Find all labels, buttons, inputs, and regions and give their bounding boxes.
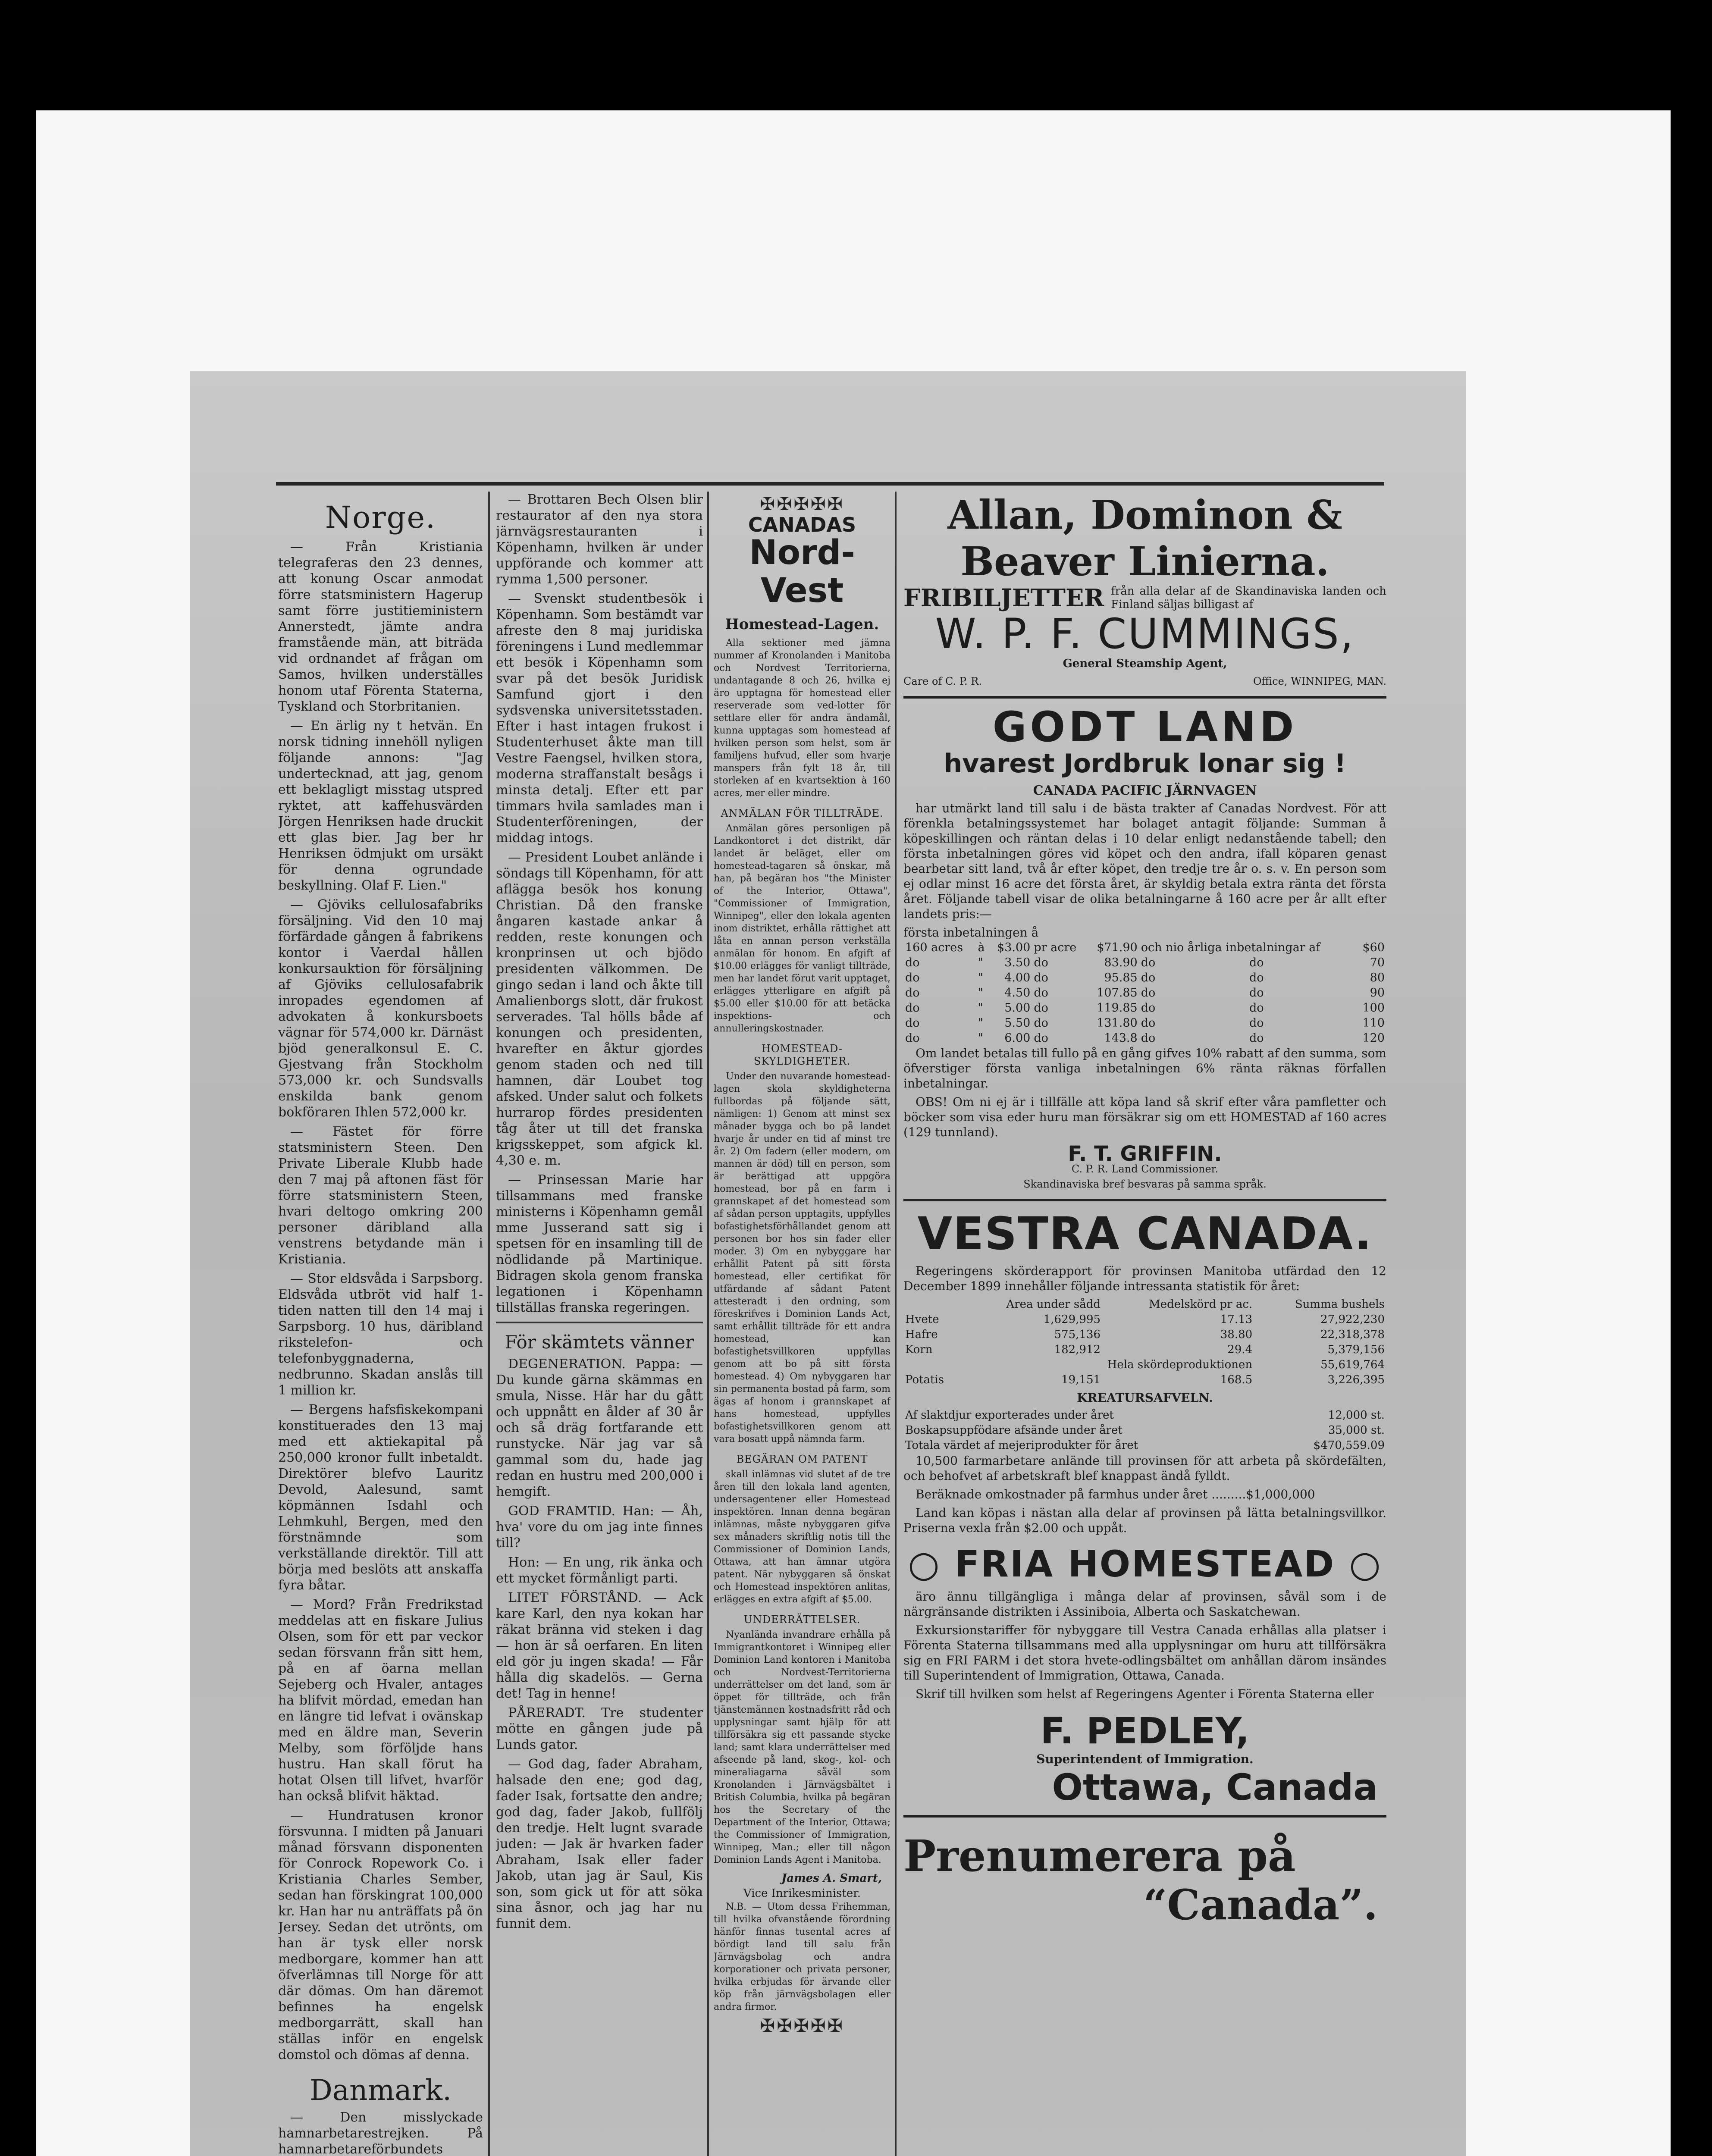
table-cell: Totala värdet af mejeriprodukter för året	[905, 1439, 1138, 1452]
ad-divider	[903, 696, 1386, 699]
cpr-heading: CANADA PACIFIC JÄRNVAGEN	[1033, 783, 1257, 798]
table-cell: 80	[1370, 971, 1385, 984]
table-cell: Af slaktdjur exporterades under året	[905, 1409, 1114, 1422]
table-cell: do	[1249, 1031, 1264, 1045]
table-cell: do	[1141, 1001, 1156, 1015]
table-cell: do	[1034, 1016, 1048, 1030]
kreatur-heading: KREATURSAFVELN.	[1077, 1391, 1213, 1405]
table-cell: do	[1249, 971, 1264, 984]
pedley-title: Superintendent of Immigration.	[1036, 1752, 1254, 1766]
farmare-text: 10,500 farmarbetare anlände till provinsen för att arbeta på skördefälten, och behofvet af arbetskraft blef knappast ändå fylldt.	[903, 1454, 1386, 1483]
first-payment-label: första inbetalningen å	[903, 925, 1039, 940]
cpr-text: har utmärkt land till salu i de bästa trakter af Canadas Nordvest. För att förenkla betalningssystemet har bolaget antagit följande: Summan å köpeskillingen och räntan delas i 10 delar enligt nedanstående tabell; den första inbetalningen göres vid köpet och den andra, ifall köparen genast bearbetar sitt land, två år efter köpet, den tredje tre år o. s. v. En person som ej odlar minst 16 acre det första året, är skyldig betala extra ränta det första året. Följande tabell visar de olika betalningarne å 160 acre per år allt efter landets pris:—	[903, 801, 1386, 921]
norge-paragraph: — Gjöviks cellulosafabriks försäljning. Vid den 10 maj förfärdade gången å fabrikens kontor i Vaerdal hållen konkursauktion för försäljning af Gjöviks cellulosafabrik inropades egendomen af advokaten å konkursboets vägnar för 574,000 kr. Därnäst bjöd generalkonsul E. C. Gjestvang från Stockholm 573,000 kr. och Sundsvalls enskilda bank genom bokföraren Ihlen 572,000 kr.	[278, 897, 483, 1120]
table-cell: 4.50	[1004, 986, 1031, 1000]
table-cell: do	[1034, 1001, 1048, 1015]
table-cell: 70	[1370, 956, 1385, 969]
table-cell: 143.8	[1104, 1031, 1138, 1045]
table-cell: $3.00	[997, 941, 1031, 954]
table-cell: pr acre	[1034, 941, 1077, 954]
column-danmark-cont	[496, 492, 703, 2156]
table-cell: do	[1034, 971, 1048, 984]
table-cell: do	[1034, 986, 1048, 1000]
norge-paragraph: — Bergens hafsfiskekompani konstituerades den 13 maj med ett aktiekapital på 250,000 kronor fullt inbetaldt. Direktörer blefvo Lauritz Devold, Aalesund, samt köpmännen Isdahl och Lehmkuhl, Bergen, med den förstnämnde som verkställande direktör. Till att börja med beslöts att anskaffa fyra båtar.	[278, 1402, 483, 1593]
table-cell: 100	[1362, 1001, 1385, 1015]
danmark-paragraph: — Den misslyckade hamnarbetarestrejken. På hamnarbetareförbundets	[278, 2110, 483, 2156]
table-cell: 3,226,395	[1327, 1373, 1385, 1386]
section-title-skamt: För skämtets vänner	[505, 1332, 694, 1353]
table-cell: do	[1141, 1016, 1156, 1030]
table-cell: $71.90	[1097, 941, 1138, 954]
table-row	[903, 1408, 1386, 1423]
column-divider	[895, 492, 897, 2156]
table-cell: do	[905, 971, 920, 984]
column-divider	[488, 492, 490, 2156]
nb-text: N.B. — Utom dessa Frihemman, till hvilka ofvanstående förordning hänför finnas tusental acres af bördigt land till salu från Järnvägsbolag och andra korporationer och privata personer, hvilka erbjudas för ärvande eller köp från järnvägsbolagen eller andra firmor.	[714, 1902, 890, 2012]
table-cell: 1,629,995	[1043, 1313, 1101, 1326]
section-title-norge: Norge.	[325, 500, 436, 535]
agent-title: General Steamship Agent,	[1063, 657, 1227, 670]
vestra-canada-heading: VESTRA CANADA.	[917, 1207, 1373, 1260]
table-cell: "	[978, 986, 983, 1000]
beaver-line-heading: Beaver Linierna.	[960, 538, 1329, 585]
norge-paragraph: — Mord? Från Fredrikstad meddelas att en fiskare Julius Olsen, som för ett par veckor sedan försvann från sitt hem, på en af öarna mellan Sejeberg och Hvaler, antages ha blifvit mördad, emedan han en längre tid lefvat i ovänskap med en äldre man, Severin Melby, som förföljde hans hustru. Han skall förut ha hotat Olsen till lifvet, hvarför han också blifvit häktad.	[278, 1597, 483, 1804]
ad-divider	[903, 1199, 1386, 1201]
godt-land-heading: GODT LAND	[992, 703, 1298, 751]
skyldighet-text: Under den nuvarande homestead-lagen skola skyldigheterna fullbordas på följande sätt, nämligen: 1) Genom att minst sex månader bygga och bo på landet hvarje år under en tid af minst tre år. 2) Om fadern (eller modern, om mannen är död) till en person, som är berättigad att uppgöra homestead, bor på en farm i grannskapet af det homestead som af sådan person upptagits, uppfylles bofastighetsförhållandet genom att personen bor hos sin fader eller moder. 3) Om en nybyggare har erhållit Patent på sitt första homestead, eller certifikat för utfärdande af sådant Patent attesteradt i den ordning, som föreskrifves i Dominion Lands Act, samt erhållit tillträde för ett andra homestead, kan bofastighetsvillkoren uppfyllas genom att bo på sitt första homestead. 4) Om nybyggaren har sin permanenta bostad på farm, som ägas af honom i grannskapet af hans homestead, uppfylles bofastighetsvillkoren genom att vara bosatt uppå nämnda farm.	[714, 1071, 890, 1445]
skyldighet-title: HOMESTEAD-SKYLDIGHETER.	[753, 1043, 851, 1067]
table-row	[903, 1423, 1386, 1438]
table-cell: "	[978, 971, 983, 984]
table-row	[903, 970, 1386, 985]
skandinaviska-note: Skandinaviska bref besvaras på samma språk.	[1023, 1178, 1267, 1190]
canadas-heading: CANADAS	[748, 513, 856, 536]
joke-paragraph: LITET FÖRSTÅND. — Ack kare Karl, den nya kokan har räkat bränna vid steken i dag — hon är så oerfaren. En liten eld gör ju ingen skada! — Får hålla dig skadelös. — Gerna det! Tag in henne!	[496, 1590, 703, 1701]
table-header	[903, 1297, 963, 1312]
table-cell: 38.80	[1220, 1328, 1253, 1341]
table-cell: 19,151	[1061, 1373, 1101, 1386]
table-cell: 107.85	[1097, 986, 1138, 1000]
table-cell: 55,619,764	[1320, 1358, 1385, 1371]
table-cell: Hafre	[905, 1328, 938, 1341]
table-row	[903, 1000, 1386, 1015]
table-cell: à	[978, 941, 985, 954]
table-cell: "	[978, 956, 983, 969]
prenumerera-heading: Prenumerera på	[903, 1830, 1296, 1881]
table-row	[903, 1031, 1386, 1046]
table-cell: 5.50	[1004, 1016, 1031, 1030]
griffin-title: C. P. R. Land Commissioner.	[1071, 1163, 1219, 1175]
anmalan-title: ANMÄLAN FÖR TILLTRÄDE.	[721, 807, 884, 819]
ornament-border: ✠✠✠✠✠	[760, 2015, 844, 2036]
table-cell: do	[905, 1016, 920, 1030]
table-cell: Boskapsuppfödare afsände under året	[905, 1424, 1123, 1437]
table-cell: do	[905, 956, 920, 969]
signer-name: James A. Smart,	[781, 1872, 882, 1885]
table-header: Summa bushels	[1295, 1298, 1385, 1311]
kreatur-table	[903, 1408, 1386, 1453]
table-cell: do	[1249, 1001, 1264, 1015]
skrif-text: Skrif till hvilken som helst af Regeringens Agenter i Förenta Staterna eller	[916, 1687, 1374, 1701]
table-row	[903, 955, 1386, 970]
table-row	[903, 1373, 1386, 1388]
office-line	[903, 674, 1386, 689]
column-norge	[278, 492, 483, 2156]
table-row	[903, 985, 1386, 1000]
table-row	[903, 940, 1386, 955]
table-cell: "	[978, 1031, 983, 1045]
joke-paragraph: — God dag, fader Abraham, halsade den ene; god dag, fader Isak, fortsatte den andre; god dag, fader Jakob, fullfölj den tredje. Helt lugnt svarade juden: — Jak är hvarken fader Abraham, Isak eller fader Jakob, utan jag är Saul, Kis son, som gick ut för att söka sina åsnor, och jag har nu funnit dem.	[496, 1757, 703, 1931]
table-cell: $470,559.09	[1313, 1439, 1385, 1452]
table-cell: do	[1034, 956, 1048, 969]
joke-paragraph: GOD FRAMTID. Han: — Åh, hva' vore du om jag inte finnes till?	[496, 1504, 703, 1551]
joke-paragraph: PÅRERADT. Tre studenter mötte en gången jude på Lunds gator.	[496, 1705, 703, 1752]
fria-homestead-heading	[903, 1543, 1386, 1585]
table-cell: Hela skördeproduktionen	[1107, 1358, 1253, 1371]
norge-paragraph: — Fästet för förre statsministern Steen. Den Private Liberale Klubb hade den 7 maj på aftonen fäst för förre statsministern Steen, hvari deltogo omkring 200 personer däribland alla venstrens betydande män i Kristiania.	[278, 1124, 483, 1267]
land-text: Land kan köpas i nästan alla delar af provinsen på lätta betalningsvillkor. Priserna vexla från $2.00 och uppåt.	[903, 1506, 1386, 1535]
table-cell: $60	[1362, 941, 1385, 954]
table-cell: 3.50	[1004, 956, 1031, 969]
fribiljetter-label: FRIBILJETTER	[903, 583, 1104, 612]
table-cell: do	[1141, 956, 1156, 969]
table-cell: 17.13	[1220, 1313, 1253, 1326]
table-cell: do	[905, 986, 920, 1000]
table-cell: 83.90	[1104, 956, 1138, 969]
friblj-row	[903, 585, 1386, 611]
signer-title: Vice Inrikesminister.	[743, 1887, 861, 1900]
ad-divider	[903, 1815, 1386, 1818]
table-cell: 35,000 st.	[1328, 1424, 1385, 1437]
table-cell: do	[1034, 1031, 1048, 1045]
table-row	[903, 1438, 1386, 1453]
column-advertisements	[903, 492, 1386, 2156]
table-cell: do	[1249, 956, 1264, 969]
table-header: Medelskörd pr ac.	[1149, 1298, 1253, 1311]
care-of: Care of C. P. R.	[903, 675, 982, 687]
section-title-danmark: Danmark.	[309, 2074, 452, 2107]
canada-title: “Canada”.	[1143, 1880, 1378, 1929]
table-cell: do	[1249, 986, 1264, 1000]
table-row	[903, 1015, 1386, 1031]
norge-paragraph: — En ärlig ny t hetvän. En norsk tidning innehöll nyligen följande annons: "Jag undertecknad, att jag, genom ett beklagligt misstag utspred ryktet, att kaffehusvärden Jörgen Henriksen hade druckit ett glas bier. Jag ber hr Henriksen ödmjukt om ursäkt för denna ogrundade beskyllning. Olaf F. Lien."	[278, 718, 483, 893]
hvarest-heading: hvarest Jordbruk lonar sig !	[944, 749, 1346, 779]
table-cell: 110	[1362, 1016, 1385, 1030]
news-paragraph: — President Loubet anlände i söndags till Köpenhamn, för att aflägga besök hos konung Christian. Då den franske ångaren kastade ankar å redden, reste konungen och kronprinsen ut och bjödo presidenten välkommen. De gingo sedan i land och åkte till Amalienborgs slott, där frukost serverades. Tal hölls både af konungen och presidenten, hvarefter en åktur gjordes genom staden och ned till hamnen, där Loubet tog afsked. Under salut och folkets hurrarop fördes presidenten tåg åter ut till det franska krigsskeppet, som afgick kl. 4,30 e. m.	[496, 850, 703, 1168]
nord-vest-heading: Nord-Vest	[749, 533, 855, 610]
berakn-text: Beräknade omkostnader på farmhus under året .........$1,000,000	[916, 1487, 1315, 1501]
griffin-name: F. T. GRIFFIN.	[1068, 1142, 1222, 1166]
joke-paragraph: DEGENERATION. Pappa: — Du kunde gärna skämmas en smula, Nisse. Här har du gått och uppnått en ålder af 30 år och så dräg fortfarande ett runstycke. När jag var så gammal som du, hade jag redan en hustru med 200,000 i hemgift.	[496, 1357, 703, 1499]
table-row	[903, 1312, 1386, 1327]
payment-table	[903, 940, 1386, 1046]
column-homestead	[714, 492, 890, 2156]
table-cell: 119.85	[1097, 1001, 1138, 1015]
rates-note: Om landet betalas till fullo på en gång gifves 10% rabatt af den summa, som öfverstiger första vanliga inbetalningen 6% ränta räknas förfallen inbetalningar.	[903, 1046, 1386, 1091]
table-cell: 5,379,156	[1327, 1343, 1385, 1356]
homestead-intro: Alla sektioner med jämna nummer af Kronolanden i Manitoba och Nordvest Territorierna, undantagande 8 och 26, hvilka ej äro upptagna för homestead eller reserverade som ved-lotter för settlare eller för andra ändamål, kunna upptagas som homestead af hvilken person som helst, som är familjens hufvud, eller som hvarje manspers från fylt 18 år, till storleken af en kvartsektion à 160 acres, mer eller mindre.	[714, 638, 890, 799]
table-cell: och nio årliga inbetalningar af	[1141, 941, 1320, 954]
table-row	[903, 1327, 1386, 1342]
homestead-heading: Homestead-Lagen.	[725, 616, 879, 633]
table-cell: "	[978, 1016, 983, 1030]
table-cell: 29.4	[1227, 1343, 1253, 1356]
patent-title: BEGÄRAN OM PATENT	[736, 1453, 868, 1465]
exkursion-text: Exkursionstariffer för nybyggare till Vestra Canada erhållas alla platser i Förenta Staterna tillsammans med alla upplysningar om huru att tillförsäkra sig en FRI FARM i det stora hvete-odlingsbältet om anhållan därom insändes till Superintendent of Immigration, Ottawa, Canada.	[903, 1623, 1386, 1683]
office-address: Office, WINNIPEG, MAN.	[1253, 675, 1386, 687]
table-header: Area under sådd	[1006, 1298, 1101, 1311]
norge-paragraph: — Från Kristiania telegraferas den 23 dennes, att konung Oscar anmodat förre statsministern Hagerup samt förre justitieministern Annerstedt, jämte andra framstående män, att biträda vid ordnandet af frågan om Samos, hvilken underställes honom utaf Förenta Staterna, Tyskland och Storbritanien.	[278, 539, 483, 714]
bullet-icon: ○	[908, 1543, 955, 1585]
ornament-border: ✠✠✠✠✠	[760, 493, 844, 514]
table-cell: 27,922,230	[1320, 1313, 1385, 1326]
table-cell: Korn	[905, 1343, 933, 1356]
table-cell: do	[905, 1001, 920, 1015]
news-paragraph: — Prinsessan Marie har tillsammans med franske ministerns i Köpenhamn gemål mme Jusserand satt sig i spetsen för en insamling till de nödlidande på Martinique. Bidragen skola genom franska legationen i Köpenhamn tillställas franska regeringen.	[496, 1172, 703, 1315]
table-cell: 182,912	[1054, 1343, 1101, 1356]
table-cell: 120	[1362, 1031, 1385, 1045]
table-cell: Potatis	[905, 1373, 944, 1386]
table-cell: 575,136	[1054, 1328, 1101, 1341]
table-cell: do	[905, 1031, 920, 1045]
table-cell: do	[1141, 971, 1156, 984]
section-divider	[496, 1322, 703, 1323]
top-rule	[276, 482, 1384, 486]
bullet-icon: ○	[1335, 1543, 1382, 1585]
table-cell: 4.00	[1004, 971, 1031, 984]
pedley-name: F. PEDLEY,	[1040, 1710, 1250, 1752]
table-cell: 160 acres	[905, 941, 963, 954]
cummings-name: W. P. F. CUMMINGS,	[935, 610, 1355, 658]
table-cell: 22,318,378	[1320, 1328, 1385, 1341]
joke-paragraph: Hon: — En ung, rik änka och ett mycket förmånligt parti.	[496, 1555, 703, 1586]
table-cell: do	[1141, 1031, 1156, 1045]
fria-title: FRIA HOMESTEAD	[954, 1543, 1336, 1585]
table-cell: 131.80	[1097, 1016, 1138, 1030]
underrattelser-text: Nyanlända invandrare erhålla på Immigrantkontoret i Winnipeg eller Dominion Land kontoren i Manitoba och Nordvest-Territorierna underrättelser om det land, som är öppet för tillträde, och från tjänstemännen kostnadsfritt råd och upplysningar samt hjälp för att tillförsäkra sig ett passande stycke land; samt klara underrättelser med afseende på land, skog-, kol- och mineraliagarna såväl som Kronolanden i Järnvägsbältet i British Columbia, hvilka på begäran hos the Secretary of the Department of the Interior, Ottawa; the Commissioner of Immigration, Winnipeg, Man.; eller till någon Dominion Lands Agent i Manitoba.	[714, 1630, 890, 1865]
fribiljetter-text: från alla delar af de Skandinaviska landen och Finland säljas billigast af	[1111, 585, 1386, 611]
allan-line-heading: Allan, Dominon &	[947, 492, 1342, 538]
table-cell: 12,000 st.	[1328, 1409, 1385, 1422]
table-header-row	[903, 1297, 1386, 1312]
anmalan-text: Anmälan göres personligen på Landkontoret i det distrikt, där landet är beläget, eller om homestead-tagaren så önskar, må han, på begäran hos "the Minister of the Interior, Ottawa", "Commissioner of Immigration, Winnipeg", eller den lokala agenten inom distriktet, erhålla rättighet att låta en annan person verkställa anmälan för honom. En afgift af $10.00 erlägges för vanligt tillträde, men har landet förut varit upptaget, erlägges ytterligare en afgift på $5.00 eller $10.00 för att betäcka inspektions- och annulleringskostnader.	[714, 823, 890, 1034]
table-row	[903, 1342, 1386, 1357]
table-cell: 168.5	[1220, 1373, 1253, 1386]
norge-paragraph: — Stor eldsvåda i Sarpsborg. Eldsvåda utbröt vid half 1-tiden natten till den 14 maj i Sarpsborg. 10 hus, däribland rikstelefon- och telefonbyggnaderna, nedbrunno. Skadan anslås till 1 million kr.	[278, 1271, 483, 1398]
norge-paragraph: — Hundratusen kronor försvunna. I midten på Januari månad försvann disponenten för Conrock Ropework Co. i Kristiania Charles Sember, sedan han förskingrat 100,000 kr. Han har nu anträffats på ön Jersey. Sedan det utrönts, om han är tysk eller norsk medborgare, kommer han att öfverlämnas till Norge för att där dömas. Om han däremot befinnes ha engelsk medborgarrätt, skall han ställas inför en engelsk domstol och dömas af denna.	[278, 1808, 483, 2062]
news-paragraph: — Svenskt studentbesök i Köpenhamn. Som bestämdt var afreste den 8 maj juridiska föreningens i Lund medlemmar ett besök i Köpenhamn som svar på det besök Juridisk Samfund gjort i den sydsvenska universitetsstaden. Efter i hast intagen frukost i Studenterhuset åkte man till Vestre Faengsel, hvilken stora, moderna straffanstalt besågs i minsta detalj. Efter ett par timmars hvila samlades man i Studenterföreningen, der middag intogs.	[496, 591, 703, 846]
table-cell: "	[978, 1001, 983, 1015]
news-paragraph: — Brottaren Bech Olsen blir restaurator af den nya stora järnvägsrestauranten i Köpenhamn, hvilken är under uppförande och kommer att rymma 1,500 personer.	[496, 492, 703, 587]
table-row	[903, 1357, 1386, 1373]
table-cell: 90	[1370, 986, 1385, 1000]
table-cell: 5.00	[1004, 1001, 1031, 1015]
crop-table	[903, 1297, 1386, 1388]
regering-text: Regeringens skörderapport för provinsen Manitoba utfärdad den 12 December 1899 innehåller följande intressanta statistik för året:	[903, 1264, 1386, 1293]
table-cell: do	[1249, 1016, 1264, 1030]
patent-text: skall inlämnas vid slutet af de tre åren till den lokala land agenten, undersagentener eller Homestead inspektören. Innan denna begäran inlämnas, måste nybyggaren gifva sex månaders skriftlig notis till the Commissioner of Dominion Lands, Ottawa, att han ämnar utgöra patent. När nybyggaren så önskat och Homestead inspektören anlitas, erlägges en extra afgift af $5.00.	[714, 1469, 890, 1605]
ottawa-canada: Ottawa, Canada	[1052, 1766, 1378, 1808]
newspaper-page	[190, 371, 1466, 2156]
underrattelser-title: UNDERRÄTTELSER.	[743, 1614, 861, 1626]
column-divider	[707, 492, 709, 2156]
table-cell: 6.00	[1004, 1031, 1031, 1045]
fria-text: äro ännu tillgängliga i många delar af provinsen, såväl som i de närgränsande distrikten i Assiniboia, Alberta och Saskatchewan.	[903, 1589, 1386, 1619]
table-cell: do	[1141, 986, 1156, 1000]
table-cell: Hvete	[905, 1313, 939, 1326]
obs-note: OBS! Om ni ej är i tillfälle att köpa land så skrif efter våra pamfletter och böcker som visa eder huru man försäkrar sig om ett HOMESTAD af 160 acres (129 tunnland).	[903, 1095, 1386, 1139]
table-cell: 95.85	[1104, 971, 1138, 984]
